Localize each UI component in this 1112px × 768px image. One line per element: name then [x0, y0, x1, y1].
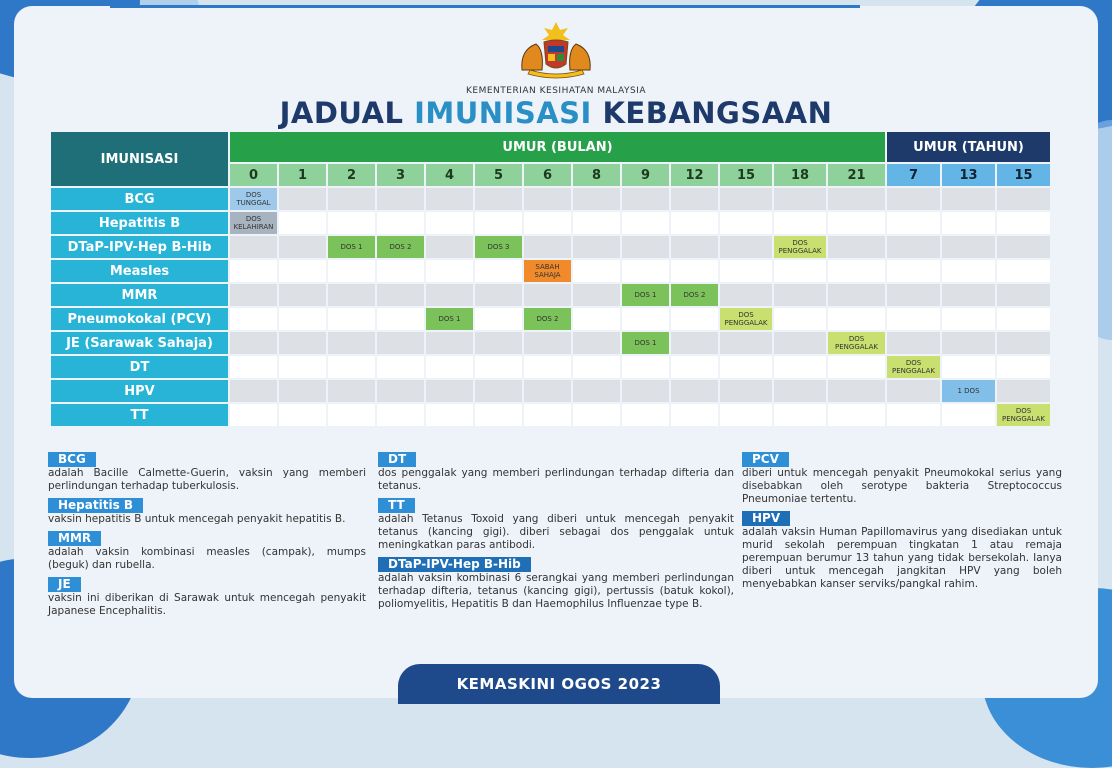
empty-cell — [671, 380, 718, 402]
empty-cell — [328, 404, 375, 426]
empty-cell — [997, 308, 1050, 330]
age-month-label: 9 — [622, 164, 669, 186]
note-text: vaksin ini diberikan di Sarawak untuk mencegah penyakit Japanese Encephalitis. — [48, 592, 366, 617]
empty-cell — [573, 308, 620, 330]
age-year-label: 7 — [887, 164, 940, 186]
dose-cell: DOS 1 — [622, 332, 669, 354]
empty-cell — [671, 356, 718, 378]
age-month-label: 21 — [828, 164, 885, 186]
note-item — [742, 452, 1062, 506]
table-row — [51, 404, 1050, 426]
empty-cell — [279, 260, 326, 282]
age-month-label: 8 — [573, 164, 620, 186]
empty-cell — [475, 332, 522, 354]
empty-cell — [774, 284, 826, 306]
vaccine-name: DT — [51, 356, 228, 378]
empty-cell — [774, 404, 826, 426]
dose-cell: DOS PENGGALAK — [997, 404, 1050, 426]
empty-cell — [377, 284, 424, 306]
immunisation-schedule-table — [49, 130, 1052, 428]
empty-cell — [573, 332, 620, 354]
empty-cell — [230, 260, 277, 282]
dose-cell: DOS 2 — [524, 308, 571, 330]
empty-cell — [524, 332, 571, 354]
empty-cell — [377, 188, 424, 210]
empty-cell — [997, 284, 1050, 306]
empty-cell — [887, 380, 940, 402]
empty-cell — [377, 356, 424, 378]
note-tag: PCV — [742, 452, 789, 467]
vaccine-name: TT — [51, 404, 228, 426]
empty-cell — [475, 356, 522, 378]
empty-cell — [774, 332, 826, 354]
page-title: JADUAL IMUNISASI KEBANGSAAN — [279, 96, 833, 130]
age-month-label: 6 — [524, 164, 571, 186]
note-text: vaksin hepatitis B untuk mencegah penyakit hepatitis B. — [48, 513, 346, 525]
age-month-label: 3 — [377, 164, 424, 186]
note-tag: MMR — [48, 531, 101, 546]
header-umur-bulan: UMUR (BULAN) — [230, 132, 885, 162]
empty-cell — [426, 260, 473, 282]
empty-cell — [573, 212, 620, 234]
note-text: diberi untuk mencegah penyakit Pneumokokal serius yang disebabkan oleh serotype bakteria Streptococcus Pneumoniae tertentu. — [742, 467, 1062, 505]
empty-cell — [279, 236, 326, 258]
empty-cell — [671, 236, 718, 258]
empty-cell — [942, 212, 995, 234]
empty-cell — [426, 332, 473, 354]
note-tag: HPV — [742, 511, 790, 526]
table-row — [51, 284, 1050, 306]
empty-cell — [524, 380, 571, 402]
empty-cell — [720, 188, 772, 210]
empty-cell — [774, 260, 826, 282]
vaccine-name: Hepatitis B — [51, 212, 228, 234]
empty-cell — [230, 404, 277, 426]
empty-cell — [887, 260, 940, 282]
age-year-label: 13 — [942, 164, 995, 186]
empty-cell — [720, 404, 772, 426]
empty-cell — [997, 380, 1050, 402]
empty-cell — [475, 284, 522, 306]
note-item — [48, 577, 366, 618]
vaccine-name: JE (Sarawak Sahaja) — [51, 332, 228, 354]
empty-cell — [828, 260, 885, 282]
empty-cell — [426, 236, 473, 258]
ministry-name: KEMENTERIAN KESIHATAN MALAYSIA — [466, 86, 646, 96]
empty-cell — [671, 260, 718, 282]
note-item — [48, 452, 366, 493]
dose-cell: DOS 1 — [328, 236, 375, 258]
empty-cell — [279, 284, 326, 306]
note-text: adalah Tetanus Toxoid yang diberi untuk mencegah penyakit tetanus (kancing gigi). diberi sebagai dos penggalak untuk meningkatkan paras antibodi. — [378, 513, 734, 551]
empty-cell — [942, 284, 995, 306]
dose-cell: DOS 1 — [622, 284, 669, 306]
empty-cell — [573, 188, 620, 210]
update-date-banner: KEMASKINI OGOS 2023 — [398, 664, 720, 704]
note-item — [48, 531, 366, 572]
empty-cell — [230, 332, 277, 354]
empty-cell — [828, 212, 885, 234]
table-row — [51, 236, 1050, 258]
empty-cell — [622, 356, 669, 378]
empty-cell — [997, 332, 1050, 354]
empty-cell — [671, 188, 718, 210]
empty-cell — [887, 404, 940, 426]
empty-cell — [720, 236, 772, 258]
empty-cell — [942, 356, 995, 378]
dose-cell: 1 DOS — [942, 380, 995, 402]
empty-cell — [475, 188, 522, 210]
empty-cell — [887, 332, 940, 354]
empty-cell — [622, 212, 669, 234]
note-item — [378, 452, 734, 493]
age-month-label: 5 — [475, 164, 522, 186]
dose-cell: DOS PENGGALAK — [774, 236, 826, 258]
empty-cell — [997, 188, 1050, 210]
empty-cell — [328, 260, 375, 282]
note-tag: DTaP-IPV-Hep B-Hib — [378, 557, 531, 572]
empty-cell — [828, 236, 885, 258]
note-tag: JE — [48, 577, 81, 592]
note-item — [48, 498, 366, 526]
note-text: adalah Bacille Calmette-Guerin, vaksin yang memberi perlindungan terhadap tuberkulosis. — [48, 467, 366, 492]
dose-cell: DOS TUNGGAL — [230, 188, 277, 210]
dose-cell: DOS 3 — [475, 236, 522, 258]
empty-cell — [279, 404, 326, 426]
top-divider — [110, 5, 860, 8]
empty-cell — [328, 188, 375, 210]
note-item — [378, 557, 734, 611]
empty-cell — [230, 356, 277, 378]
empty-cell — [426, 188, 473, 210]
empty-cell — [377, 308, 424, 330]
note-text: adalah vaksin Human Papillomavirus yang disediakan untuk murid sekolah perempuan tingkatan 1 atau remaja perempuan berumur 13 tahun yang tidak bersekolah. Ianya diberi untuk mencegah jangkitan HPV yang boleh menyebabkan kanser serviks/pangkal rahim. — [742, 526, 1062, 590]
note-tag: DT — [378, 452, 416, 467]
empty-cell — [426, 404, 473, 426]
empty-cell — [426, 284, 473, 306]
dose-cell: DOS PENGGALAK — [720, 308, 772, 330]
age-month-label: 1 — [279, 164, 326, 186]
note-tag: TT — [378, 498, 415, 513]
notes-column-2 — [378, 452, 734, 616]
empty-cell — [942, 260, 995, 282]
dose-cell: DOS PENGGALAK — [887, 356, 940, 378]
dose-cell: DOS PENGGALAK — [828, 332, 885, 354]
vaccine-name: BCG — [51, 188, 228, 210]
empty-cell — [328, 332, 375, 354]
empty-cell — [774, 308, 826, 330]
empty-cell — [230, 236, 277, 258]
empty-cell — [230, 308, 277, 330]
empty-cell — [279, 188, 326, 210]
empty-cell — [720, 380, 772, 402]
empty-cell — [475, 380, 522, 402]
empty-cell — [426, 212, 473, 234]
empty-cell — [328, 356, 375, 378]
empty-cell — [720, 212, 772, 234]
empty-cell — [524, 212, 571, 234]
empty-cell — [573, 236, 620, 258]
empty-cell — [230, 380, 277, 402]
empty-cell — [997, 356, 1050, 378]
empty-cell — [622, 404, 669, 426]
age-month-label: 0 — [230, 164, 277, 186]
dose-cell: DOS 2 — [377, 236, 424, 258]
empty-cell — [828, 188, 885, 210]
table-row — [51, 380, 1050, 402]
note-text: adalah vaksin kombinasi measles (campak), mumps (beguk) dan rubella. — [48, 546, 366, 571]
empty-cell — [828, 308, 885, 330]
empty-cell — [671, 404, 718, 426]
empty-cell — [524, 236, 571, 258]
empty-cell — [720, 284, 772, 306]
empty-cell — [475, 212, 522, 234]
empty-cell — [887, 236, 940, 258]
note-text: adalah vaksin kombinasi 6 serangkai yang memberi perlindungan terhadap difteria, tetanus (kancing gigi), pertussis (batuk kokol), poliomyelitis, Hepatitis B dan Haemophilus Influenzae type B. — [378, 572, 734, 610]
empty-cell — [887, 284, 940, 306]
empty-cell — [942, 404, 995, 426]
empty-cell — [828, 284, 885, 306]
empty-cell — [573, 356, 620, 378]
empty-cell — [426, 356, 473, 378]
empty-cell — [475, 404, 522, 426]
header-umur-tahun: UMUR (TAHUN) — [887, 132, 1050, 162]
empty-cell — [720, 356, 772, 378]
empty-cell — [828, 404, 885, 426]
empty-cell — [377, 260, 424, 282]
empty-cell — [475, 308, 522, 330]
empty-cell — [475, 260, 522, 282]
empty-cell — [377, 212, 424, 234]
vaccine-name: Measles — [51, 260, 228, 282]
vaccine-name: MMR — [51, 284, 228, 306]
empty-cell — [524, 356, 571, 378]
empty-cell — [774, 188, 826, 210]
table-row — [51, 308, 1050, 330]
empty-cell — [426, 380, 473, 402]
empty-cell — [279, 308, 326, 330]
age-month-label: 4 — [426, 164, 473, 186]
empty-cell — [887, 212, 940, 234]
empty-cell — [942, 332, 995, 354]
empty-cell — [828, 356, 885, 378]
note-tag: Hepatitis B — [48, 498, 143, 513]
empty-cell — [887, 308, 940, 330]
table-row — [51, 332, 1050, 354]
empty-cell — [622, 188, 669, 210]
empty-cell — [942, 188, 995, 210]
notes-column-3 — [742, 452, 1062, 596]
column-header-imunisasi: IMUNISASI — [51, 132, 228, 186]
empty-cell — [671, 212, 718, 234]
empty-cell — [328, 284, 375, 306]
empty-cell — [279, 212, 326, 234]
table-row — [51, 188, 1050, 210]
empty-cell — [671, 308, 718, 330]
dose-cell: DOS 2 — [671, 284, 718, 306]
empty-cell — [671, 332, 718, 354]
empty-cell — [573, 284, 620, 306]
empty-cell — [887, 188, 940, 210]
note-tag: BCG — [48, 452, 96, 467]
empty-cell — [230, 284, 277, 306]
empty-cell — [328, 212, 375, 234]
note-item — [742, 511, 1062, 591]
empty-cell — [942, 236, 995, 258]
note-text: dos penggalak yang memberi perlindungan terhadap difteria dan tetanus. — [378, 467, 734, 492]
empty-cell — [720, 260, 772, 282]
table-row — [51, 260, 1050, 282]
notes-column-1 — [48, 452, 366, 623]
empty-cell — [774, 212, 826, 234]
dose-cell: SABAH SAHAJA — [524, 260, 571, 282]
age-month-label: 18 — [774, 164, 826, 186]
empty-cell — [573, 260, 620, 282]
empty-cell — [720, 332, 772, 354]
age-month-label: 12 — [671, 164, 718, 186]
age-month-label: 2 — [328, 164, 375, 186]
empty-cell — [997, 236, 1050, 258]
empty-cell — [573, 380, 620, 402]
empty-cell — [328, 308, 375, 330]
empty-cell — [524, 188, 571, 210]
dose-cell: DOS 1 — [426, 308, 473, 330]
note-item — [378, 498, 734, 552]
empty-cell — [524, 404, 571, 426]
vaccine-name: Pneumokokal (PCV) — [51, 308, 228, 330]
empty-cell — [573, 404, 620, 426]
malaysia-coat-of-arms-icon — [514, 20, 598, 82]
empty-cell — [942, 308, 995, 330]
vaccine-name: HPV — [51, 380, 228, 402]
empty-cell — [622, 260, 669, 282]
age-year-label: 15 — [997, 164, 1050, 186]
empty-cell — [279, 380, 326, 402]
empty-cell — [524, 284, 571, 306]
table-row — [51, 212, 1050, 234]
empty-cell — [828, 380, 885, 402]
empty-cell — [622, 308, 669, 330]
table-row — [51, 356, 1050, 378]
empty-cell — [377, 332, 424, 354]
empty-cell — [774, 380, 826, 402]
empty-cell — [279, 332, 326, 354]
empty-cell — [279, 356, 326, 378]
empty-cell — [377, 380, 424, 402]
vaccine-name: DTaP-IPV-Hep B-Hib — [51, 236, 228, 258]
empty-cell — [622, 236, 669, 258]
age-month-label: 15 — [720, 164, 772, 186]
empty-cell — [377, 404, 424, 426]
empty-cell — [328, 380, 375, 402]
empty-cell — [774, 356, 826, 378]
empty-cell — [622, 380, 669, 402]
empty-cell — [997, 212, 1050, 234]
dose-cell: DOS KELAHIRAN — [230, 212, 277, 234]
empty-cell — [997, 260, 1050, 282]
